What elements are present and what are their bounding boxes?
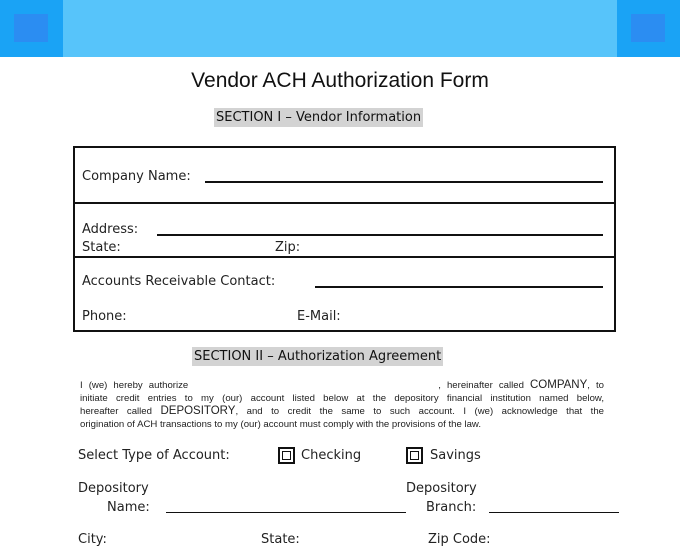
depository-branch-label-line2: Branch: — [426, 500, 477, 515]
agreement-text-3: , to — [587, 380, 604, 391]
depository-name-label-line2: Name: — [107, 500, 150, 515]
agreement-line-4: origination of ACH transactions to my (our) account must comply with the provisions of the law. — [80, 419, 481, 430]
agreement-line-2: initiate credit entries to my (our) account listed below at the depository financial institution named below, — [80, 393, 604, 404]
address-field[interactable] — [157, 234, 603, 236]
agreement-text-5: , and to credit the same to such account. I (we) acknowledge that the — [235, 406, 604, 417]
company-name-field[interactable] — [205, 181, 603, 183]
savings-checkbox[interactable] — [406, 447, 423, 464]
city-label: City: — [78, 532, 107, 547]
agreement-line-1 — [80, 379, 604, 392]
agreement-text-4: hereafter called — [80, 406, 152, 417]
agreement-text-2: , hereinafter called — [438, 380, 524, 391]
agreement-text-1: I (we) hereby authorize — [80, 380, 189, 391]
form-title: Vendor ACH Authorization Form — [191, 69, 489, 92]
vendor-box-divider-2 — [75, 256, 614, 258]
state-label: State: — [82, 240, 121, 255]
checking-checkbox[interactable] — [278, 447, 295, 464]
account-type-label: Select Type of Account: — [78, 448, 230, 463]
vendor-box-divider-1 — [75, 202, 614, 204]
section2-heading: SECTION II – Authorization Agreement — [194, 349, 442, 364]
zip-code-label: Zip Code: — [428, 532, 491, 547]
authorization-agreement-text — [80, 379, 604, 431]
ar-contact-label: Accounts Receivable Contact: — [82, 274, 276, 289]
depository-branch-label-line1: Depository — [406, 481, 477, 496]
savings-label: Savings — [430, 448, 481, 463]
header-corner-left — [0, 0, 63, 57]
company-term: COMPANY — [529, 379, 588, 391]
zip-label: Zip: — [275, 240, 301, 255]
ar-contact-field[interactable] — [315, 286, 603, 288]
agreement-line-3 — [80, 405, 604, 418]
phone-label: Phone: — [82, 309, 127, 324]
depository-term: DEPOSITORY — [160, 405, 236, 417]
depository-branch-field[interactable] — [489, 512, 619, 513]
address-label: Address: — [82, 222, 139, 237]
checking-label: Checking — [301, 448, 362, 463]
header-corner-right — [617, 0, 680, 57]
depository-name-field[interactable] — [166, 512, 406, 513]
depository-name-label-line1: Depository — [78, 481, 149, 496]
header-band — [0, 0, 680, 57]
header-corner-left-inner — [14, 14, 48, 42]
company-name-label: Company Name: — [82, 169, 191, 184]
section2-state-label: State: — [261, 532, 300, 547]
email-label: E-Mail: — [297, 309, 341, 324]
header-corner-right-inner — [631, 14, 665, 42]
section1-heading: SECTION I – Vendor Information — [216, 110, 422, 125]
